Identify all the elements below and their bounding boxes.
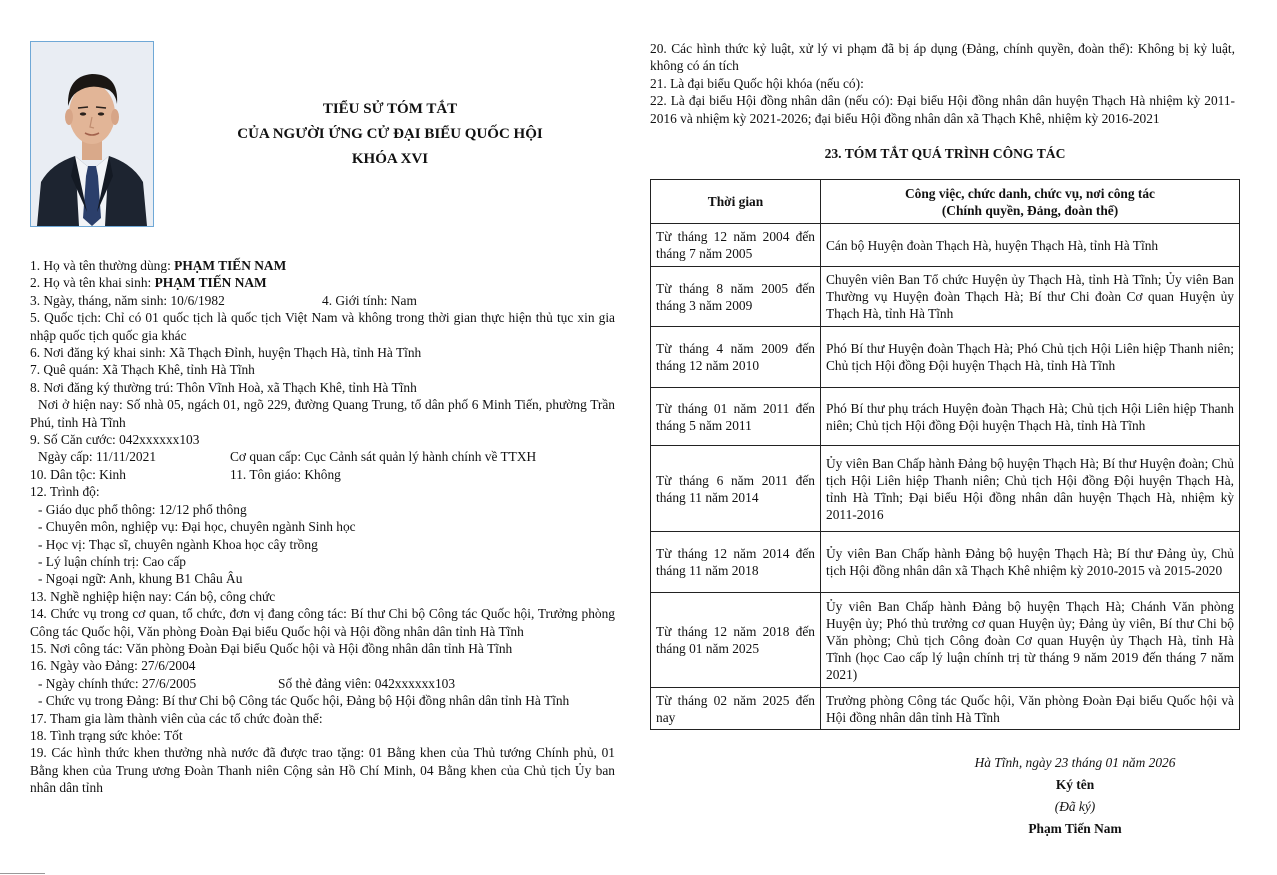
- info-national-assembly: 21. Là đại biểu Quốc hội khóa (nếu có):: [650, 75, 864, 91]
- row-job: Trưởng phòng Công tác Quốc hội, Văn phòng Đoàn Đại biểu Quốc hội và Hội đồng nhân dân tỉnh Hà Tĩnh: [821, 688, 1240, 730]
- table-row: [651, 446, 1240, 532]
- info-awards: 19. Các hình thức khen thưởng nhà nước đã được trao tặng: 01 Bằng khen của Thủ tướng Chính phủ, 01 Bằng khen của Trung ương Đoàn Thanh niên Cộng sản Hồ Chí Minh, 04 Bằng khen của Chủ tịch Ủy ban nhân dân tỉnh: [30, 745, 615, 796]
- info-label: 2. Họ và tên khai sinh:: [30, 275, 155, 291]
- info-ethnicity-religion-row: [30, 466, 615, 483]
- column-header-job-line-2: (Chính quyền, Đảng, đoàn thể): [941, 202, 1119, 218]
- row-job: Chuyên viên Ban Tổ chức Huyện ủy Thạch Hà, tỉnh Hà Tĩnh; Ủy viên Ban Thường vụ Huyện đoàn Thạch Hà; Bí thư Chi đoàn Cơ quan Huyện ủy Thạch Hà, tỉnh Hà Tĩnh: [821, 267, 1240, 327]
- row-job: Ủy viên Ban Chấp hành Đảng bộ huyện Thạch Hà; Bí thư Đảng ủy, Chủ tịch Hội đồng nhân dân xã Thạch Khê nhiệm kỳ 2010-2015 và 2015-2020: [821, 532, 1240, 593]
- title-line-1: TIỂU SỬ TÓM TẮT: [322, 101, 458, 117]
- row-job: Phó Bí thư Huyện đoàn Thạch Hà; Phó Chủ tịch Hội Liên hiệp Thanh niên; Chủ tịch Hội đồng Đội huyện Thạch Hà, tỉnh Hà Tĩnh: [821, 327, 1240, 388]
- info-party-position: - Chức vụ trong Đảng: Bí thư Chi bộ Công tác Quốc hội, Đảng bộ Hội đồng nhân dân tỉnh Hà Tĩnh: [38, 693, 570, 709]
- info-birth-gender-row: [30, 292, 615, 309]
- table-row: [651, 267, 1240, 327]
- row-time: Từ tháng 12 năm 2004 đến tháng 7 năm 2005: [651, 224, 821, 267]
- info-label: 1. Họ và tên thường dùng:: [30, 258, 175, 273]
- info-full-name: [30, 257, 615, 274]
- info-birth-name: [30, 274, 615, 291]
- table-row: [651, 224, 1240, 267]
- info-ethnicity: 10. Dân tộc: Kinh: [30, 466, 126, 482]
- info-permanent-residence: 8. Nơi đăng ký thường trú: Thôn Vĩnh Hoà, xã Thạch Khê, tỉnh Hà Tĩnh: [30, 379, 417, 395]
- column-header-time: Thời gian: [651, 180, 821, 224]
- document-title: [160, 97, 620, 172]
- table-header-row: [651, 180, 1240, 224]
- info-party-card: Số thẻ đảng viên: 042xxxxxx103: [278, 675, 456, 691]
- info-party-official-row: [30, 675, 615, 692]
- info-current-address: Nơi ở hiện nay: Số nhà 05, ngách 01, ngõ 229, đường Quang Trung, tổ dân phố 6 Minh Tiến, phường Trần Phú, tỉnh Hà Tĩnh: [30, 397, 615, 430]
- table-row: [651, 388, 1240, 446]
- info-value: PHẠM TIẾN NAM: [174, 258, 287, 273]
- signature-date: Hà Tĩnh, ngày 23 tháng 01 năm 2026: [974, 755, 1176, 770]
- info-religion: 11. Tôn giáo: Không: [230, 466, 341, 482]
- info-peoples-council: 22. Là đại biểu Hội đồng nhân dân (nếu có): Đại biểu Hội đồng nhân dân huyện Thạch Hà nhiệm kỳ 2011-2016 và nhiệm kỳ 2021-2026; đại biểu Hội đồng nhân dân xã Thạch Khê, nhiệm kỳ 2016-2021: [650, 93, 1235, 126]
- info-continued: [650, 40, 1235, 127]
- row-time: Từ tháng 4 năm 2009 đến tháng 12 năm 2010: [651, 327, 821, 388]
- table-row: [651, 532, 1240, 593]
- info-occupation: 13. Nghề nghiệp hiện nay: Cán bộ, công chức: [30, 588, 276, 604]
- row-job: Ủy viên Ban Chấp hành Đảng bộ huyện Thạch Hà; Chánh Văn phòng Huyện ủy; Phó thủ trưởng cơ quan Huyện ủy; Đảng ủy viên, Bí thư Chi bộ Văn phòng; Chủ tịch Công đoàn Cơ quan Huyện ủy Thạch Hà, tỉnh Hà Tĩnh (học Cao cấp lý luận chính trị từ tháng 9 năm 2019 đến tháng 7 năm 2021): [821, 593, 1240, 688]
- row-job: Cán bộ Huyện đoàn Thạch Hà, huyện Thạch Hà, tỉnh Hà Tĩnh: [821, 224, 1240, 267]
- work-history-table: [650, 179, 1240, 730]
- row-time: Từ tháng 01 năm 2011 đến tháng 5 năm 2011: [651, 388, 821, 446]
- signer-name: Phạm Tiến Nam: [1028, 821, 1122, 836]
- table-row: [651, 688, 1240, 730]
- info-id-agency: Cơ quan cấp: Cục Cảnh sát quản lý hành chính về TTXH: [230, 449, 537, 465]
- signature-label: Ký tên: [1055, 777, 1095, 792]
- info-education-language: - Ngoại ngữ: Anh, khung B1 Châu Âu: [38, 571, 243, 587]
- info-health: 18. Tình trạng sức khỏe: Tốt: [30, 727, 183, 743]
- info-id-issue-row: [30, 448, 615, 465]
- info-education-degree: - Học vị: Thạc sĩ, chuyên ngành Khoa học cây trồng: [38, 536, 318, 552]
- signature-block: [910, 752, 1240, 840]
- info-gender: 4. Giới tính: Nam: [322, 292, 417, 308]
- info-party-join-date: 16. Ngày vào Đảng: 27/6/2004: [30, 658, 196, 674]
- row-time: Từ tháng 6 năm 2011 đến tháng 11 năm 2014: [651, 446, 821, 532]
- row-time: Từ tháng 12 năm 2018 đến tháng 01 năm 2025: [651, 593, 821, 688]
- info-birth-registration: 6. Nơi đăng ký khai sinh: Xã Thạch Đỉnh, huyện Thạch Hà, tỉnh Hà Tĩnh: [30, 345, 422, 361]
- column-header-job-line-1: Công việc, chức danh, chức vụ, nơi công tác: [904, 185, 1155, 201]
- info-hometown: 7. Quê quán: Xã Thạch Khê, tỉnh Hà Tĩnh: [30, 362, 255, 378]
- info-education-political: - Lý luận chính trị: Cao cấp: [38, 553, 186, 569]
- table-row: [651, 593, 1240, 688]
- info-position: 14. Chức vụ trong cơ quan, tổ chức, đơn vị đang công tác: Bí thư Chi bộ Công tác Quốc hội, Trưởng phòng Công tác Quốc hội, Văn phòng Đoàn Đại biểu Quốc hội và Hội đồng nhân dân tỉnh Hà Tĩnh: [30, 606, 615, 639]
- title-line-3: KHÓA XVI: [351, 151, 429, 167]
- info-nationality: 5. Quốc tịch: Chỉ có 01 quốc tịch là quốc tịch Việt Nam và không trong thời gian thực hiện thủ tục xin gia nhập quốc tịch quốc gia khác: [30, 310, 615, 343]
- row-time: Từ tháng 02 năm 2025 đến nay: [651, 688, 821, 730]
- info-organizations: 17. Tham gia làm thành viên của các tổ chức đoàn thể:: [30, 710, 323, 726]
- row-job: Ủy viên Ban Chấp hành Đảng bộ huyện Thạch Hà; Bí thư Huyện đoàn; Chủ tịch Hội Liên hiệp Thanh niên; Chủ tịch Hội đồng Đội huyện Thạch Hà, tỉnh Hà Tĩnh; Đại biểu Hội đồng nhân dân huyện Thạch Hà, nhiệm kỳ 2011-2016: [821, 446, 1240, 532]
- column-header-job: [821, 180, 1240, 224]
- title-line-2: CỦA NGƯỜI ỨNG CỬ ĐẠI BIỂU QUỐC HỘI: [237, 126, 543, 142]
- info-education-professional: - Chuyên môn, nghiệp vụ: Đại học, chuyên ngành Sinh học: [38, 519, 356, 535]
- work-history-title: 23. TÓM TẮT QUÁ TRÌNH CÔNG TÁC: [824, 146, 1066, 161]
- info-education-general: - Giáo dục phổ thông: 12/12 phổ thông: [38, 501, 247, 517]
- table-row: [651, 327, 1240, 388]
- info-party-official-date: - Ngày chính thức: 27/6/2005: [38, 675, 197, 691]
- info-discipline: 20. Các hình thức kỷ luật, xử lý vi phạm đã bị áp dụng (Đảng, chính quyền, đoàn thể): Không bị kỷ luật, không có án tích: [650, 41, 1235, 74]
- row-time: Từ tháng 12 năm 2014 đến tháng 11 năm 2018: [651, 532, 821, 593]
- personal-info: [30, 257, 615, 797]
- info-workplace: 15. Nơi công tác: Văn phòng Đoàn Đại biểu Quốc hội và Hội đồng nhân dân tỉnh Hà Tĩnh: [30, 640, 513, 656]
- page-corner-divider: [0, 873, 45, 874]
- portrait-photo: [30, 41, 154, 227]
- info-id-number: 9. Số Căn cước: 042xxxxxx103: [30, 432, 200, 448]
- info-value: PHẠM TIẾN NAM: [154, 275, 267, 291]
- row-time: Từ tháng 8 năm 2005 đến tháng 3 năm 2009: [651, 267, 821, 327]
- info-birthdate: 3. Ngày, tháng, năm sinh: 10/6/1982: [30, 292, 225, 308]
- signature-status: (Đã ký): [1054, 799, 1096, 814]
- row-job: Phó Bí thư phụ trách Huyện đoàn Thạch Hà; Chủ tịch Hội Liên hiệp Thanh niên; Chủ tịch Hội đồng Đội huyện Thạch Hà, tỉnh Hà Tĩnh: [821, 388, 1240, 446]
- info-education-heading: 12. Trình độ:: [30, 484, 100, 500]
- info-id-issue-date: Ngày cấp: 11/11/2021: [38, 449, 157, 465]
